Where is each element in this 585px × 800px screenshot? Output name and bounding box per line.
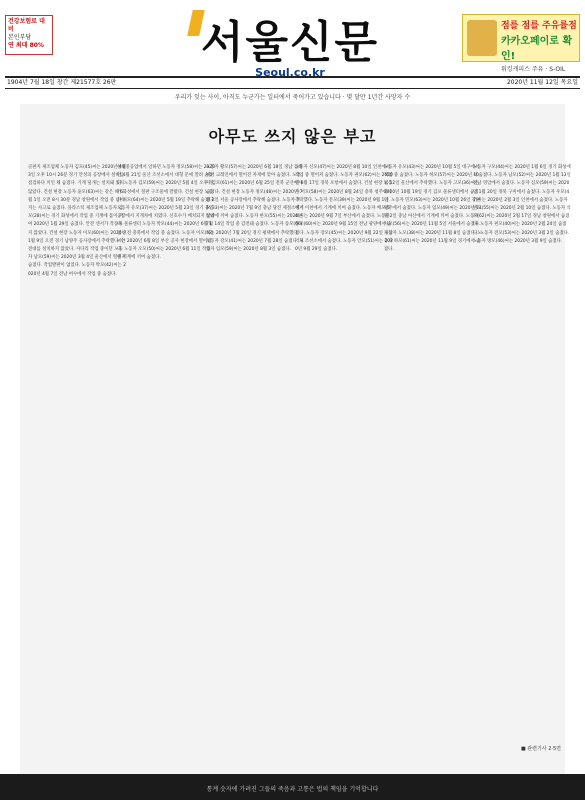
obituary-column-5: 노동자 유모(43)씨는 2020년 10월 5일 대구에서 작업 중 숨졌다. 노동자 허모(57)씨는 2020년 10월 12일 울산에서 추락했다. 노동자 고모(36)씨는 2020년 10월 19일 경기 김포 물류센터에서 숨졌다. 노동자 민모(63)씨는 2020년 10월 26일 강원 원주에서 숨졌다. 노동자 엄모(49)씨는 2020년 11월 2일 충남 아산에서 기계에 끼여 숨졌다. 노동자 차모(56)씨는 2020년 11월 5일 서울에서 숨졌다. 노동자 노모(38)씨는 2020년 11월 8일 숨졌다. 노동자 하모(61)씨는 2020년 11월 9일 경기에서 숨졌다. [384,165,482,253]
ad-left-line2: 본인부담 [8,34,32,41]
ad-headline: 아무도 쓰지 않은 부고 [208,127,377,146]
ad-left-line3: 연 최대 80% [8,42,44,49]
newspaper-logo [180,6,400,79]
ad-right-line2: 카카오페이로 확인! [501,36,573,62]
obituary-column-3: 노동자 황모(57)씨는 2020년 6월 18일 경남 김해에서 크레인에서 떨어진 자재에 맞아 숨졌다. 노동자 김모(61)씨는 2020년 6월 25일 전북 군산에서 숨졌다. 건설 현장 노동자 정모(48)씨는 2020년 7월 2일 서울 공사장에서 추락해 숨졌다. 노동자 조모(33)씨는 2020년 7월 9일 충남 당진 제철소에서 설비에 끼여 숨졌다. 노동자 한모(55)씨는 2020년 7월 14일 작업 중 감전돼 숨졌다. 노동자 송모(66)씨는 2020년 7월 20일 경기 평택에서 추락했다. 노동자 강모(41)씨는 2020년 7월 28일 숨졌다. 노동자 임모(59)씨는 2020년 8월 3일 숨졌다. [206,165,304,253]
ad-right-line3: 워킹캐피스 주유 · S-OIL [501,66,566,73]
related-article-credit: ■ 관련기사 2·5면 [520,746,561,752]
dateline [5,76,580,89]
ad-right-line1: 점를 점를 주유률점 [501,21,577,31]
obituary-column-1: 골판지 제조업체 노동자 김모(45)씨는 2020년 4월 3일 오후 10시 26분 경기 안성의 공장에서 설비를 점검하다 끼인 채 숨졌다. 기계 덮개는 설치돼 있지 않았다. 건설 현장 노동자 윤모(63)씨는 같은 해 6월 1일 오전 8시 30분 경남 창원에서 작업 중 넘어지는 사고로 숨졌다. 플라스틱 제조업체 노동자 김모(28)씨는 경기 화성에서 작업 중 기계에 몸이 끼여 2020년 1월 29일 숨졌다. 안전 센서가 작동하지 않았다. 건설 현장 노동자 이모(60)씨는 2020년 1월 9일 오전 경기 남양주 공사장에서 추락했다. 안전대를 설치하지 않았다. 사다리 작업 중이던 노동자 남모(59)씨는 2020년 3월 4일 울산에서 떨어져 숨졌다. 작업발판이 없었다. 노동자 박모(42)씨는 2020년 4월 7일 전남 여수에서 작업 중 숨졌다. [28,165,126,277]
footer-text: 통계 숫자에 가려진 그들의 죽음과 고통은 법의 책임을 기억합니다 [206,786,379,793]
edition-info: 1904년 7월 18일 창간 제21577호 26판 [7,79,117,86]
issue-date: 2020년 11월 12일 목요일 [506,79,578,86]
ad-left-line1: 건강보험료 대비 [8,18,45,33]
obituary-column-4: 노동자 신모(47)씨는 2020년 8월 10일 인천에서 작업 중 떨어져 숨졌다. 노동자 권모(62)씨는 2020년 8월 17일 경북 포항에서 숨졌다. 건설 현장 노동자 서모(58)씨는 2020년 8월 24일 충북 청주에서 추락했다. 노동자 문모(39)씨는 2020년 9월 1일 경기 이천에서 기계에 끼여 숨졌다. 노동자 배모(54)씨는 2020년 9월 7일 부산에서 숨졌다. 노동자 홍모(60)씨는 2020년 9월 15일 전남 광양에서 숨졌다. 노동자 장모(45)씨는 2020년 9월 22일 경남 거제 조선소에서 숨졌다. 노동자 안모(51)씨는 2020년 9월 29일 숨졌다. [295,165,393,253]
ad-left-banner[interactable] [5,15,53,55]
newspaper-url[interactable]: Seoul.co.kr [255,66,325,79]
obituary-ad [20,104,571,774]
obituary-columns [28,164,571,764]
slogan: 우리가 잊는 사이, 아직도 누군가는 일터에서 죽어가고 있습니다 · 몇 달만 1년간 사망자 수 [174,94,411,101]
ad-right-banner[interactable] [462,14,580,73]
obituary-column-6: 노동자 구모(44)씨는 2020년 1월 6일 경기 화성에서 숨졌다. 노동자 남모(52)씨는 2020년 1월 13일 전남 영암에서 숨졌다. 노동자 심모(59)씨는 2020년 1월 20일 경북 구미에서 숨졌다. 노동자 우모(47)씨는 2020년 2월 3일 인천에서 숨졌다. 노동자 변모(55)씨는 2020년 2월 10일 숨졌다. 노동자 석모(62)씨는 2020년 2월 17일 경남 창원에서 숨졌다. 노동자 편모(40)씨는 2020년 2월 24일 숨졌다. 노동자 전모(53)씨는 2020년 3월 2일 숨졌다. 노동자 방모(46)씨는 2020년 3월 9일 숨졌다. [473,165,571,244]
obituary-column-2: 현대중공업에서 일하던 노동자 정모(58)씨는 2020년 4월 21일 울산 조선소에서 대형 문에 깔려 숨졌다. 노동자 김모(59)씨는 2020년 5월 4일 오후 경기 화성에서 철판 구조물에 깔렸다. 건설 현장 노동자 최모(64)씨는 2020년 5월 19일 추락해 숨졌다. 노동자 유모(37)씨는 2020년 5월 23일 경기 용인 공장에서 지게차에 치였다. 신호수가 배치되지 않았다. 물류센터 노동자 박모(44)씨는 2020년 6월 1일 오전 충북에서 작업 중 숨졌다. 노동자 이모(52)씨는 2020년 6월 8일 부산 공사 현장에서 떨어졌다. 노동자 오모(50)씨는 2020년 6월 11일 작업 중 기계에 끼여 숨졌다. [117,165,215,261]
newspaper-title: 서울신문 [200,17,379,68]
ad-product-icon [467,20,497,56]
